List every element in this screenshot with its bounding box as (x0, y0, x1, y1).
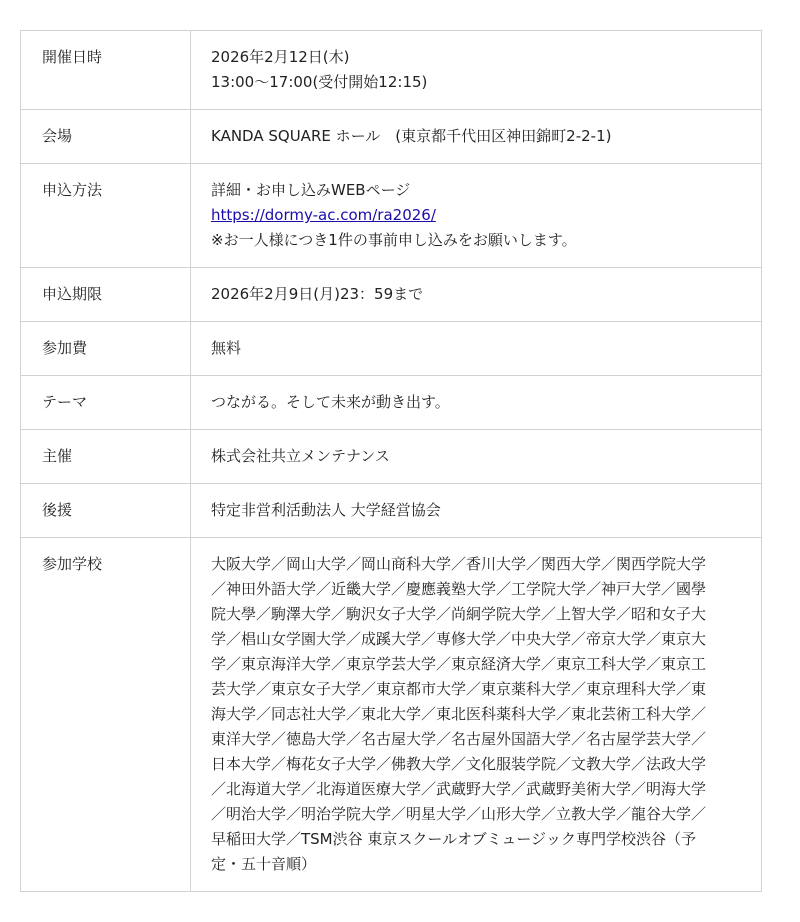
support-label: 後援 (21, 484, 191, 538)
schools-line: ／明治大学／明治学院大学／明星大学／山形大学／立教大学／龍谷大学／ (211, 805, 707, 823)
event-info-table (20, 30, 762, 892)
date-row (21, 31, 762, 110)
theme-row (21, 376, 762, 430)
apply-note: ※お一人様につき1件の事前申し込みをお願いします。 (211, 231, 577, 249)
apply-row (21, 164, 762, 268)
organizer-text: 株式会社共立メンテナンス (211, 447, 390, 465)
theme-text: つながる。そして未来が動き出す。 (211, 393, 450, 411)
organizer-label: 主催 (21, 430, 191, 484)
schools-value (191, 538, 762, 892)
date-day: 2026年2月12日(木) (211, 48, 350, 66)
apply-details-text: 詳細・お申し込みWEBページ (211, 181, 411, 199)
schools-line: 東洋大学／徳島大学／名古屋大学／名古屋外国語大学／名古屋学芸大学／ (211, 730, 707, 748)
venue-label: 会場 (21, 110, 191, 164)
deadline-value (191, 268, 762, 322)
schools-line: 日本大学／梅花女子大学／佛教大学／文化服装学院／文教大学／法政大学 (211, 755, 707, 773)
schools-line: 海大学／同志社大学／東北大学／東北医科薬科大学／東北芸術工科大学／ (211, 705, 707, 723)
apply-web-link[interactable]: https://dormy-ac.com/ra2026/ (211, 206, 436, 224)
schools-line: 学／東京海洋大学／東京学芸大学／東京経済大学／東京工科大学／東京工 (211, 655, 707, 673)
venue-text: KANDA SQUARE ホール (東京都千代田区神田錦町2-2-1) (211, 127, 612, 145)
schools-line: 定・五十音順） (211, 855, 317, 873)
theme-value (191, 376, 762, 430)
schools-line: 学／椙山女学園大学／成蹊大学／専修大学／中央大学／帝京大学／東京大 (211, 630, 707, 648)
schools-line: 芸大学／東京女子大学／東京都市大学／東京薬科大学／東京理科大学／東 (211, 680, 707, 698)
venue-value (191, 110, 762, 164)
schools-line: ／神田外語大学／近畿大学／慶應義塾大学／工学院大学／神戸大学／國學 (211, 580, 707, 598)
schools-row (21, 538, 762, 892)
fee-label: 参加費 (21, 322, 191, 376)
organizer-value (191, 430, 762, 484)
apply-label: 申込方法 (21, 164, 191, 268)
fee-row (21, 322, 762, 376)
theme-label: テーマ (21, 376, 191, 430)
fee-value (191, 322, 762, 376)
support-value (191, 484, 762, 538)
venue-row (21, 110, 762, 164)
schools-line: 早稲田大学／TSM渋谷 東京スクールオブミュージック専門学校渋谷（予 (211, 830, 697, 848)
date-time: 13:00〜17:00(受付開始12:15) (211, 73, 428, 91)
organizer-row (21, 430, 762, 484)
fee-text: 無料 (211, 339, 242, 357)
schools-line: 大阪大学／岡山大学／岡山商科大学／香川大学／関西大学／関西学院大学 (211, 555, 707, 573)
support-text: 特定非営利活動法人 大学経営協会 (211, 501, 441, 519)
apply-value (191, 164, 762, 268)
deadline-label: 申込期限 (21, 268, 191, 322)
support-row (21, 484, 762, 538)
date-label: 開催日時 (21, 31, 191, 110)
deadline-row (21, 268, 762, 322)
deadline-text: 2026年2月9日(月)23：59まで (211, 285, 424, 303)
schools-line: 院大學／駒澤大学／駒沢女子大学／尚絅学院大学／上智大学／昭和女子大 (211, 605, 707, 623)
schools-line: ／北海道大学／北海道医療大学／武蔵野大学／武蔵野美術大学／明海大学 (211, 780, 707, 798)
apply-link-line (211, 203, 743, 228)
schools-label: 参加学校 (21, 538, 191, 892)
date-value (191, 31, 762, 110)
